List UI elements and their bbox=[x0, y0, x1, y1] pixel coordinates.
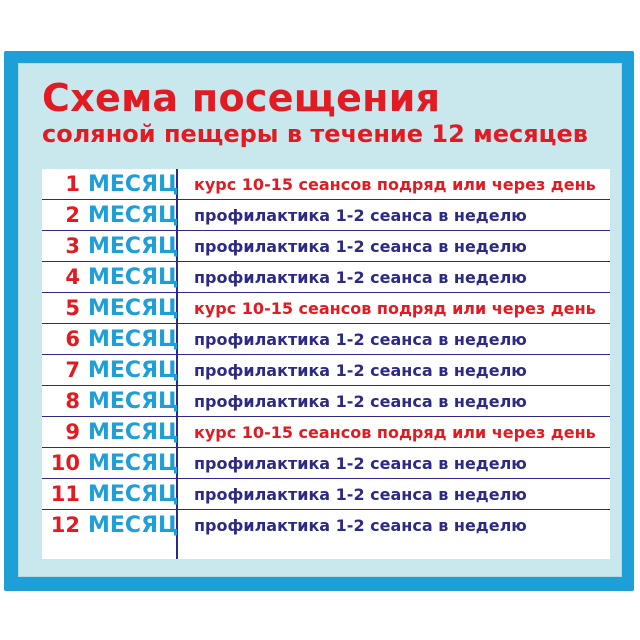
month-number: 3 bbox=[65, 234, 80, 258]
month-description: профилактика 1-2 сеанса в неделю bbox=[194, 361, 527, 380]
schedule-row bbox=[42, 479, 610, 510]
month-label: МЕСЯЦ bbox=[88, 482, 179, 507]
poster-title: Схема посещения bbox=[42, 76, 441, 120]
month-number: 8 bbox=[65, 389, 80, 413]
month-description: профилактика 1-2 сеанса в неделю bbox=[194, 237, 527, 256]
month-number: 4 bbox=[65, 265, 80, 289]
schedule-row bbox=[42, 417, 610, 448]
schedule-row bbox=[42, 200, 610, 231]
month-number: 10 bbox=[50, 451, 80, 475]
schedule-table bbox=[42, 169, 610, 559]
poster-panel bbox=[18, 63, 622, 577]
month-number: 9 bbox=[65, 420, 80, 444]
month-number: 11 bbox=[50, 482, 80, 506]
month-description: курс 10-15 сеансов подряд или через день bbox=[194, 299, 596, 318]
schedule-row bbox=[42, 293, 610, 324]
month-number: 6 bbox=[65, 327, 80, 351]
schedule-row bbox=[42, 355, 610, 386]
schedule-row bbox=[42, 448, 610, 479]
month-label: МЕСЯЦ bbox=[88, 296, 179, 321]
month-description: профилактика 1-2 сеанса в неделю bbox=[194, 330, 527, 349]
schedule-row bbox=[42, 231, 610, 262]
month-description: курс 10-15 сеансов подряд или через день bbox=[194, 423, 596, 442]
month-description: профилактика 1-2 сеанса в неделю bbox=[194, 454, 527, 473]
month-number: 2 bbox=[65, 203, 80, 227]
poster-subtitle: соляной пещеры в течение 12 месяцев bbox=[42, 120, 588, 148]
month-description: профилактика 1-2 сеанса в неделю bbox=[194, 485, 527, 504]
month-description: курс 10-15 сеансов подряд или через день bbox=[194, 175, 596, 194]
month-number: 7 bbox=[65, 358, 80, 382]
month-label: МЕСЯЦ bbox=[88, 234, 179, 259]
month-number: 1 bbox=[65, 172, 80, 196]
month-label: МЕСЯЦ bbox=[88, 172, 179, 197]
month-label: МЕСЯЦ bbox=[88, 265, 179, 290]
month-description: профилактика 1-2 сеанса в неделю bbox=[194, 206, 527, 225]
month-label: МЕСЯЦ bbox=[88, 389, 179, 414]
schedule-row bbox=[42, 510, 610, 541]
month-description: профилактика 1-2 сеанса в неделю bbox=[194, 516, 527, 535]
schedule-row bbox=[42, 386, 610, 417]
month-label: МЕСЯЦ bbox=[88, 420, 179, 445]
month-description: профилактика 1-2 сеанса в неделю bbox=[194, 268, 527, 287]
month-number: 5 bbox=[65, 296, 80, 320]
month-number: 12 bbox=[50, 513, 80, 537]
month-description: профилактика 1-2 сеанса в неделю bbox=[194, 392, 527, 411]
month-label: МЕСЯЦ bbox=[88, 358, 179, 383]
poster-frame bbox=[4, 51, 634, 591]
month-label: МЕСЯЦ bbox=[88, 513, 179, 538]
schedule-row bbox=[42, 324, 610, 355]
month-label: МЕСЯЦ bbox=[88, 203, 179, 228]
schedule-row bbox=[42, 169, 610, 200]
month-label: МЕСЯЦ bbox=[88, 451, 179, 476]
schedule-row bbox=[42, 262, 610, 293]
month-label: МЕСЯЦ bbox=[88, 327, 179, 352]
